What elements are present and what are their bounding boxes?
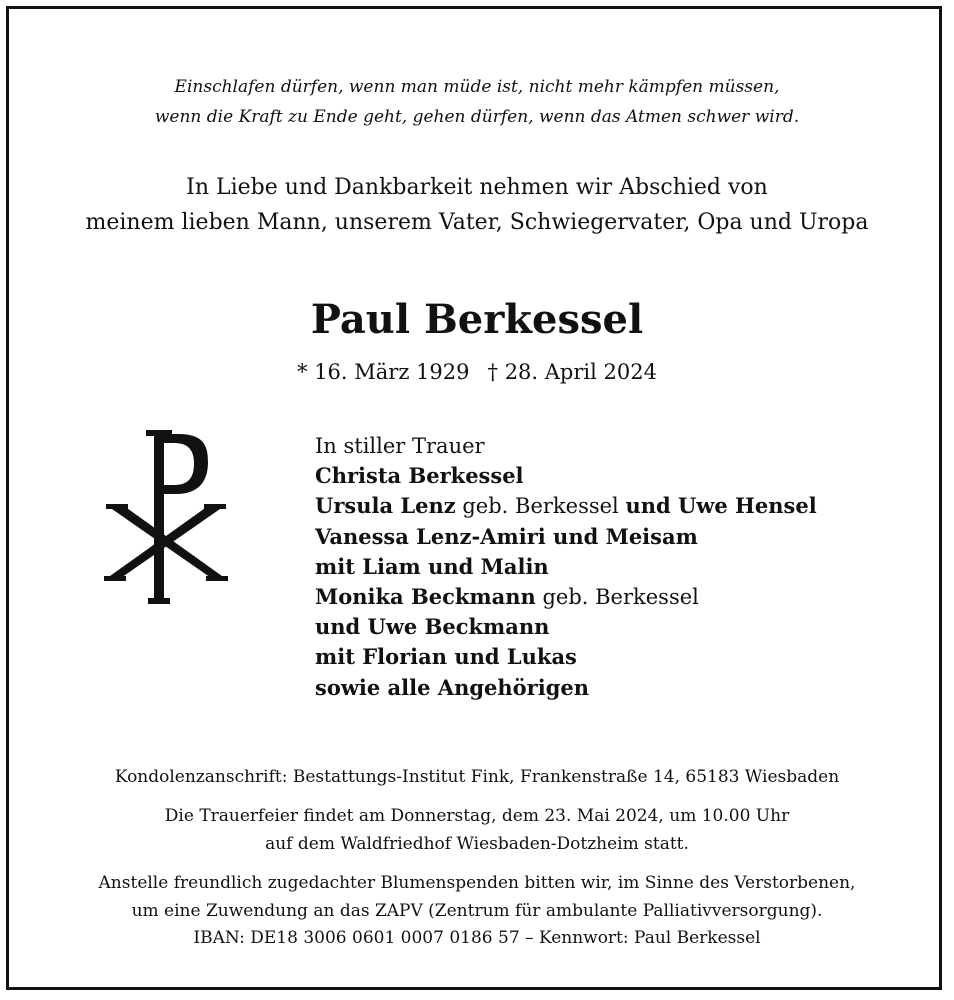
mourner-line-4: mit Liam und Malin xyxy=(315,553,549,579)
mourner-line-5 xyxy=(315,582,817,612)
donation-line-1: Anstelle freundlich zugedachter Blumenspenden bitten wir, im Sinne des Verstorbenen, xyxy=(98,873,856,893)
intro-line-2: meinem lieben Mann, unserem Vater, Schwiegervater, Opa und Uropa xyxy=(85,210,869,235)
mourner-line-7: mit Florian und Lukas xyxy=(315,644,577,670)
donation-info xyxy=(0,870,954,953)
ceremony-line-1: Die Trauerfeier findet am Donnerstag, dem 23. Mai 2024, um 10.00 Uhr xyxy=(164,806,790,826)
mourner-nee: geb. Berkessel xyxy=(455,494,626,519)
life-dates xyxy=(0,357,954,387)
mourner-line-6: und Uwe Beckmann xyxy=(315,614,550,640)
mourner-line-1: Christa Berkessel xyxy=(315,463,524,489)
mourner-partner: und Uwe Hensel xyxy=(625,493,817,519)
condolence-address: Kondolenzanschrift: Bestattungs-Institut Fink, Frankenstraße 14, 65183 Wiesbaden xyxy=(114,767,840,787)
motto-quote xyxy=(0,72,954,132)
mourner-line-8: sowie alle Angehörigen xyxy=(315,674,590,700)
mourner-nee: geb. Berkessel xyxy=(535,585,699,610)
mourners-list xyxy=(315,431,817,703)
mourner-name: Ursula Lenz xyxy=(315,493,456,519)
mourners-heading: In stiller Trauer xyxy=(315,434,485,458)
donation-line-2: um eine Zuwendung an das ZAPV (Zentrum für ambulante Palliativversorgung). xyxy=(131,900,823,921)
mourner-line-2 xyxy=(315,491,817,521)
chi-rho-icon xyxy=(104,428,228,606)
birth-date: * 16. März 1929 xyxy=(297,360,470,384)
intro-line-1: In Liebe und Dankbarkeit nehmen wir Abschied von xyxy=(186,175,768,200)
ceremony-info xyxy=(0,803,954,858)
mourner-name: Monika Beckmann xyxy=(315,584,536,610)
motto-line-1: Einschlafen dürfen, wenn man müde ist, nicht mehr kämpfen müssen, xyxy=(174,77,780,97)
ceremony-line-2: auf dem Waldfriedhof Wiesbaden-Dotzheim statt. xyxy=(265,833,689,854)
deceased-name: Paul Berkessel xyxy=(310,296,644,343)
mourner-line-3: Vanessa Lenz-Amiri und Meisam xyxy=(315,523,698,549)
death-date: † 28. April 2024 xyxy=(487,360,657,384)
motto-line-2: wenn die Kraft zu Ende geht, gehen dürfen, wenn das Atmen schwer wird. xyxy=(154,107,800,127)
donation-line-3: IBAN: DE18 3006 0601 0007 0186 57 – Kennwort: Paul Berkessel xyxy=(193,928,761,948)
intro-text xyxy=(0,170,954,240)
